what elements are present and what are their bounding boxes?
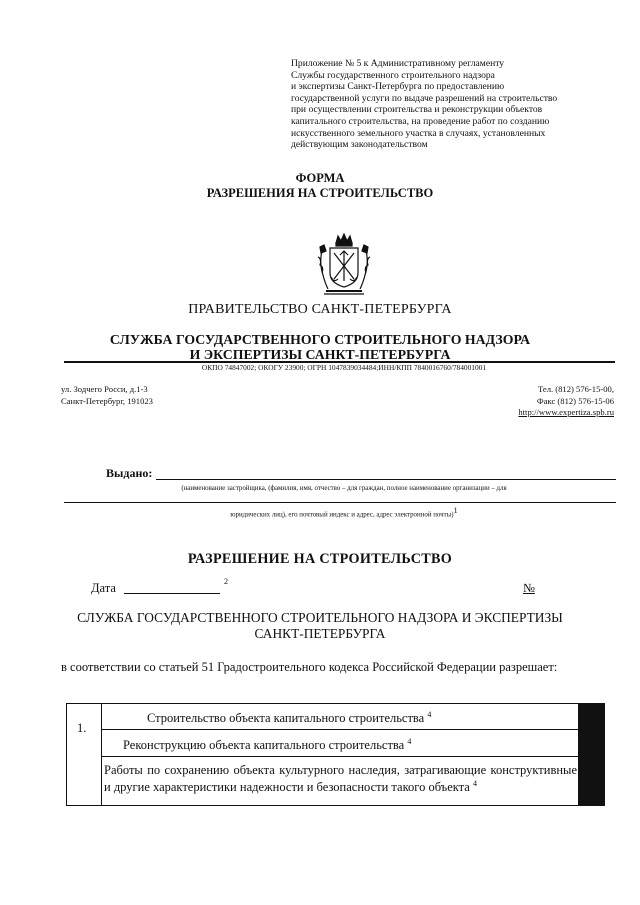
appendix-line: Службы государственного строительного надзора (291, 69, 495, 81)
issued-label: Выдано: (106, 466, 153, 480)
address-street: ул. Зодчего Росси, д.1-3 (61, 384, 148, 394)
table-row-construction[interactable] (147, 708, 431, 725)
issued-hint-line2 (64, 506, 624, 518)
table-row-reconstruction[interactable] (123, 735, 411, 752)
coat-of-arms-icon (316, 233, 372, 297)
row-number: 1. (77, 721, 87, 735)
service-name-line2: И ЭКСПЕРТИЗЫ САНКТ-ПЕТЕРБУРГА (189, 347, 451, 362)
table-divider (101, 756, 578, 757)
permit-number-label: № (523, 581, 535, 595)
postal-address (61, 384, 153, 407)
row-text: Строительство объекта капитального строительства (147, 711, 425, 726)
address-city: Санкт-Петербург, 191023 (61, 395, 153, 406)
permit-title: РАЗРЕШЕНИЕ НА СТРОИТЕЛЬСТВО (187, 551, 453, 567)
date-footnote-marker: 2 (224, 577, 228, 586)
service-full-name (0, 610, 640, 642)
issued-hint-text: юридических лиц), его почтовый индекс и адрес, адрес электронной почты) (230, 511, 454, 519)
contact-block (518, 384, 614, 419)
fax-number: Факс (812) 576-15-06 (536, 395, 614, 406)
accordance-text: в соответствии со статьей 51 Градостроительного кодекса Российской Федерации разрешает: (61, 660, 558, 674)
appendix-line: искусственного земельного участка в случаях, установленных (291, 127, 546, 139)
form-subtitle: РАЗРЕШЕНИЯ НА СТРОИТЕЛЬСТВО (206, 186, 434, 200)
row-text: Реконструкцию объекта капитального строительства (123, 738, 405, 753)
footnote-marker: 1 (453, 506, 458, 515)
footnote-marker: 4 (427, 710, 432, 719)
service-name-line1: СЛУЖБА ГОСУДАРСТВЕННОГО СТРОИТЕЛЬНОГО НАДЗОРА (109, 332, 531, 347)
footnote-marker: 4 (407, 737, 412, 746)
appendix-line: Приложение № 5 к Административному регламенту (291, 58, 505, 69)
phone-number: Тел. (812) 576-15-00, (537, 384, 614, 394)
appendix-line: капитального строительства, на проведение работ по созданию (291, 115, 550, 127)
appendix-line: при осуществлении строительства и реконструкции объектов (291, 104, 543, 116)
issued-to-field[interactable] (156, 479, 616, 480)
issued-to-field-line2[interactable] (64, 502, 616, 503)
table-divider (101, 729, 578, 730)
table-row-heritage-works[interactable] (104, 763, 577, 794)
organization-codes: ОКПО 74847002; ОКОГУ 23900; ОГРН 1047839034484;ИНН/КПП 7840016760/784001001 (201, 363, 487, 372)
appendix-note (291, 58, 621, 151)
permit-type-table (66, 703, 605, 806)
appendix-line: государственной услуги по выдаче разрешений на строительство (291, 92, 558, 104)
service-full-line2: САНКТ-ПЕТЕРБУРГА (254, 626, 386, 641)
appendix-line: и экспертизы Санкт-Петербурга по предоставлению (291, 81, 505, 93)
website-link[interactable]: http://www.expertiza.spb.ru (518, 407, 614, 417)
issued-hint-line1: (наименование застройщика, (фамилия, имя, отчество – для граждан, полное наименование организации – для (181, 485, 507, 492)
marking-column (578, 704, 604, 805)
date-field[interactable] (124, 593, 220, 594)
appendix-line: действующим законодательством (291, 139, 428, 151)
row-text: Работы по сохранению объекта культурного наследия, затрагивающие конструктивные и другие характеристики надежности и безопасности такого объекта (104, 763, 577, 795)
footnote-marker: 4 (472, 779, 477, 788)
form-title: ФОРМА (295, 171, 345, 185)
date-label: Дата (91, 581, 116, 595)
government-name: ПРАВИТЕЛЬСТВО САНКТ-ПЕТЕРБУРГА (188, 302, 452, 317)
service-full-line1: СЛУЖБА ГОСУДАРСТВЕННОГО СТРОИТЕЛЬНОГО НАДЗОРА И ЭКСПЕРТИЗЫ (77, 610, 563, 625)
row-number-cell (67, 704, 102, 805)
